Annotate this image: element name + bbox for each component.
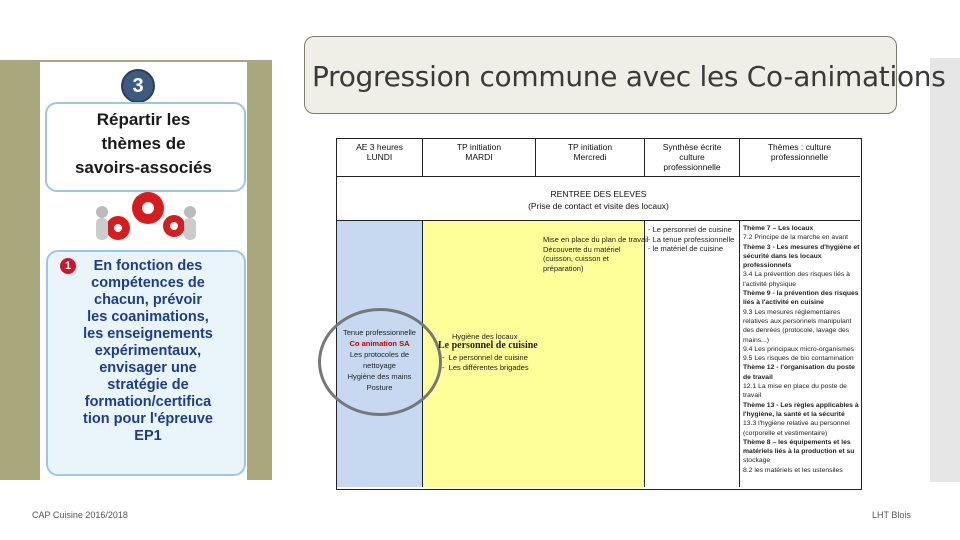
header-themes: Thèmes : culture professionnelle <box>767 142 832 162</box>
footer-right: LHT Blois <box>872 510 911 520</box>
mardi-title: Le personnel de cuisine <box>438 340 538 351</box>
mardi-label: Hygiène des locaux <box>452 332 518 341</box>
footer-left: CAP Cuisine 2016/2018 <box>32 510 128 520</box>
header-divider <box>739 138 740 176</box>
themes-content: Thème 7 – Les locaux 7.2 Principe de la marche en avant Thème 3 - Les mesures d'hygiène et sécurité dans les locaux professionnels 3.4 La prévention des risques liés à l'activité physique Thème 9 - la prévention des risques liés à l'activité en cuisine 9.3 Les mesures réglementaires relatives aux personnels manipulant des denrées (protocole, lavage des mains...) 9.4 Les principaux micro-organismes 9.5 Les risques de bio contamination Thème 12 - l'organisation du poste de travail 12.1 La mise en place du poste de travail Thème 13 - Les règles applicables à l'hygiène, la santé et la sécurité 13.3 l'hygiène relative au personnel (corporelle et vestimentaire) Thème 8 – les équipements et les matériels liés à la production et su stockage 8.2 les matériels et les ustensiles <box>743 225 860 474</box>
note-text: En fonction des compétences de chacun, prévoir les coanimations, les enseignements expérimentaux, envisager une stratégie de formation/certifica tion pour l'épreuve EP1 <box>83 258 213 444</box>
highlight-circle <box>318 308 442 416</box>
step-number-badge: 3 <box>121 69 155 103</box>
right-decorative-strip <box>930 58 960 482</box>
rentree-row: RENTREE DES ELEVES (Prise de contact et visite des locaux) <box>528 189 669 211</box>
header-mardi: TP initiation MARDI <box>456 142 502 162</box>
mercredi-content: Mise en place du plan de travail Découverte du matériel (cuisson, cuisson et préparation) <box>543 235 649 273</box>
header-mercredi: TP initiation Mercredi <box>567 142 613 162</box>
lundi-content: Tenue professionnelle Co animation SA Les protocoles de nettoyage Hygiène des mains Posture <box>343 328 416 392</box>
gears-icon <box>80 186 200 254</box>
note-number-badge: 1 <box>60 258 76 274</box>
header-lundi: AE 3 heures LUNDI <box>356 142 403 162</box>
step-card-title: Répartir les thèmes de savoirs-associés <box>74 110 213 177</box>
page-title: Progression commune avec les Co-animations <box>312 60 946 93</box>
header-synthese: Synthèse écrite culture professionnelle <box>662 142 722 172</box>
header-divider <box>535 138 536 176</box>
header-divider <box>644 138 645 176</box>
header-divider <box>422 138 423 176</box>
synthese-content: - Le personnel de cuisine - La tenue professionnelle - le matériel de cuisine <box>648 225 735 253</box>
row-divider <box>337 176 860 177</box>
column-divider <box>739 221 740 487</box>
mardi-list: - Le personnel de cuisine - Les différentes brigades <box>442 353 529 372</box>
